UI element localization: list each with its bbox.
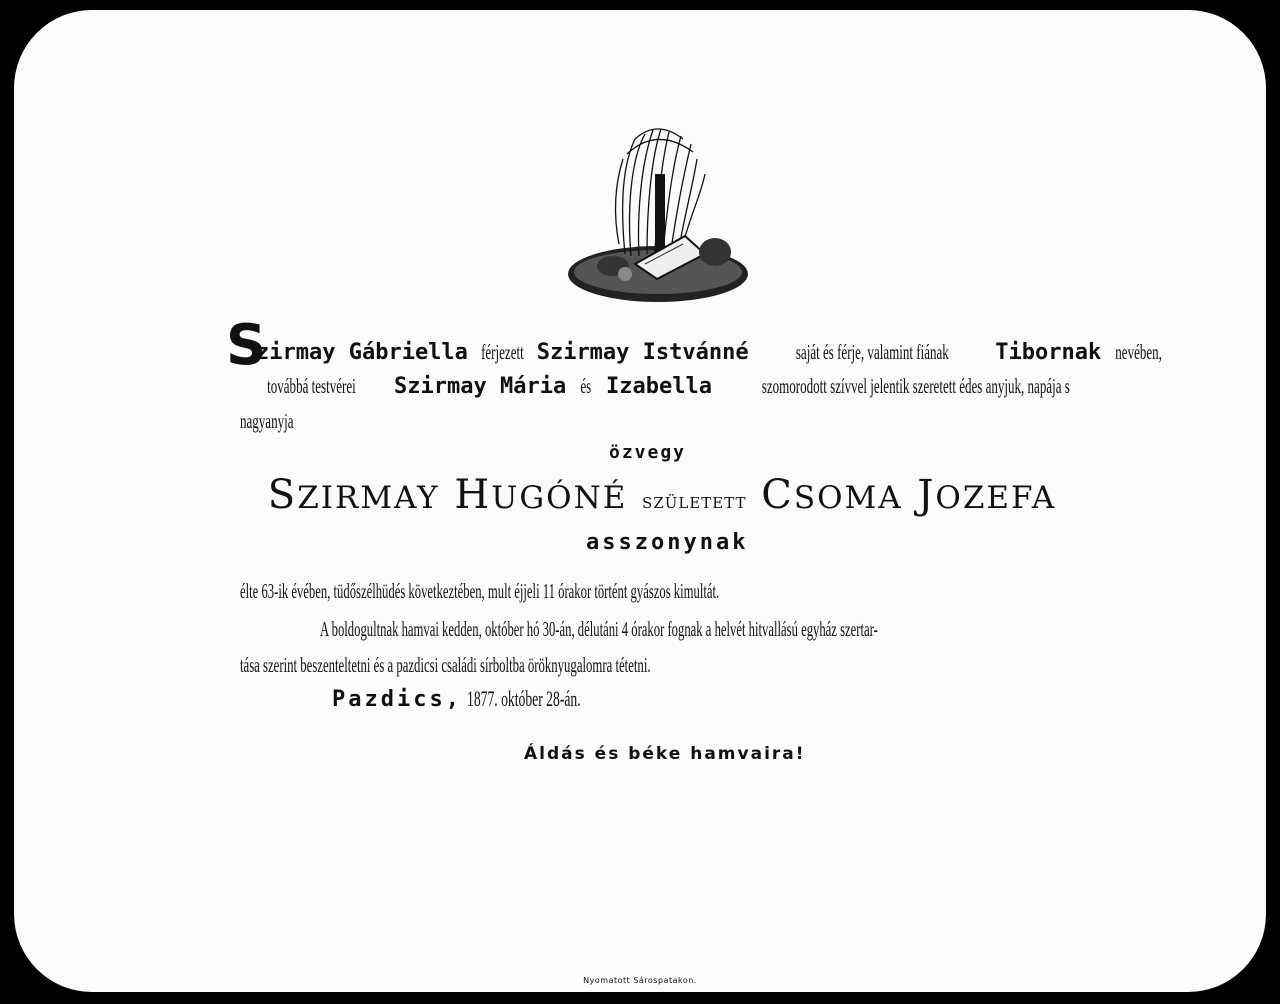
word-neveben: nevében,	[1115, 340, 1163, 364]
drop-cap: S	[226, 313, 267, 378]
word-es: és	[580, 374, 592, 398]
dateline-place: Pazdics,	[332, 687, 462, 712]
word-ferjezett: férjezett	[480, 340, 524, 364]
name-tibornak: Tibornak	[995, 340, 1102, 365]
name-h: H	[454, 472, 492, 518]
phrase-sajat: saját és férje, valamint fiának	[795, 340, 949, 364]
name-zirmay: ZIRMAY	[297, 480, 440, 516]
intro-line-3: nagyanyja	[240, 409, 294, 433]
notice-sheet	[14, 10, 1266, 992]
printer-imprint: Nyomatott Sárospatakon.	[583, 976, 697, 985]
maiden-j: J	[917, 472, 936, 518]
born-label: SZÜLETETT	[642, 494, 747, 512]
name-gabriella: zirmay Gábriella	[256, 340, 468, 365]
blessing: Áldás és béke hamvaira!	[524, 744, 806, 764]
body-line-3: tása szerint beszenteltetni és a pazdicsi családi sírboltba öröknyugalomra tétetni.	[240, 653, 651, 677]
maiden-ozefa: OZEFA	[935, 480, 1057, 516]
asszonynak-label: asszonynak	[586, 530, 749, 555]
name-istvanne: Szirmay Istvánné	[536, 340, 749, 365]
body-line-1: élte 63-ik évében, tüdőszélhüdés következtében, mult éjjeli 11 órakor történt gyászos kimultát.	[240, 579, 720, 603]
name-maria: Szirmay Mária	[394, 374, 567, 399]
intro-line-2	[240, 374, 1070, 399]
name-izabella: Izabella	[606, 374, 712, 399]
name-ugone: UGÓNÉ	[491, 480, 628, 516]
maiden-soma: SOMA	[793, 480, 903, 516]
intro-line-1	[256, 340, 1163, 365]
dateline-date: 1877. október 28-án.	[467, 686, 582, 711]
phrase-tovabba: továbbá testvérei	[267, 374, 356, 398]
maiden-c: C	[761, 472, 794, 518]
body-line-2: A boldogultnak hamvai kedden, október hó 30-án, délutáni 4 órakor fognak a helvét hitvallású egyház szertar-	[320, 617, 878, 641]
name-s: S	[267, 472, 298, 518]
weeping-willow-vignette	[565, 114, 751, 309]
widow-label: özvegy	[609, 442, 687, 463]
phrase-szomorodott: szomorodott szívvel jelentik szeretett édes anyjuk, napája s	[761, 374, 1070, 398]
deceased-name	[252, 472, 1072, 518]
dateline	[332, 686, 651, 712]
